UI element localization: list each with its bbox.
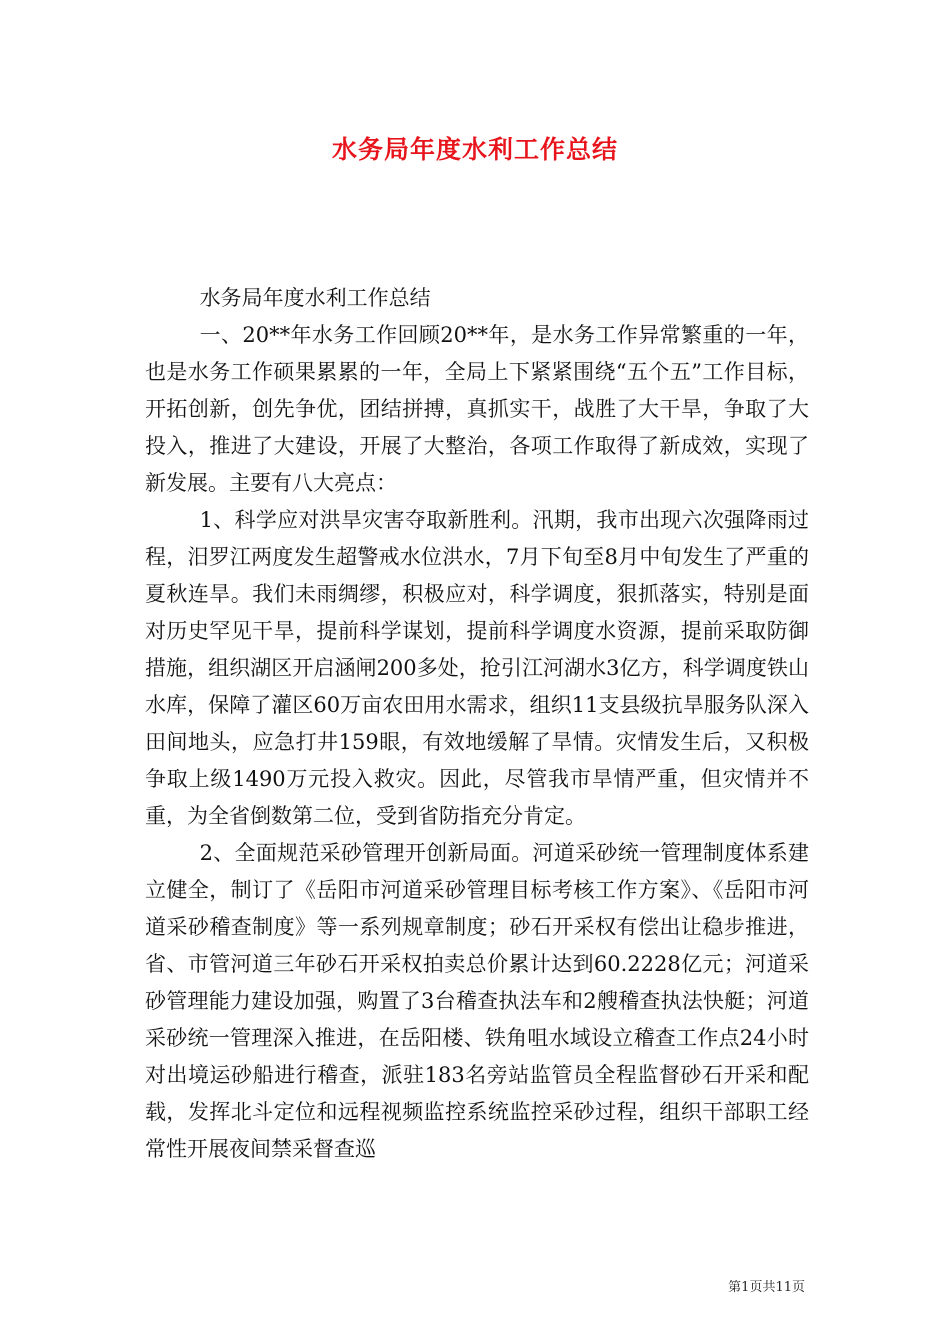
paragraph-flood-drought: 1、科学应对洪旱灾害夺取新胜利。汛期，我市出现六次强降雨过程，汨罗江两度发生超警戒水位洪水，7月下旬至8月中旬发生了严重的夏秋连旱。我们未雨绸缪，积极应对，科学调度，狠抓落实，特别是面对历史罕见干旱，提前科学谋划，提前科学调度水资源，提前采取防御措施，组织湖区开启涵闸200多处，抢引江河湖水3亿方，科学调度铁山水库，保障了灌区60万亩农田用水需求，组织11支县级抗旱服务队深入田间地头，应急打井159眼，有效地缓解了旱情。灾情发生后，又积极争取上级1490万元投入救灾。因此，尽管我市旱情严重，但灾情并不重，为全省倒数第二位，受到省防指充分肯定。 [145,508,809,828]
paragraph-heading: 水务局年度水利工作总结 [199,286,431,310]
page-number: 第1页共11页 [728,1280,805,1295]
paragraph-review: 一、20**年水务工作回顾20**年，是水务工作异常繁重的一年，也是水务工作硕果累累的一年，全局上下紧紧围绕“五个五”工作目标，开拓创新，创先争优，团结拼搏，真抓实干，战胜了大干旱，争取了大投入，推进了大建设，开展了大整治，各项工作取得了新成效，实现了新发展。主要有八大亮点： [145,323,809,495]
document-body [145,280,809,1168]
paragraph-sand-mining: 2、全面规范采砂管理开创新局面。河道采砂统一管理制度体系建立健全，制订了《岳阳市河道采砂管理目标考核工作方案》、《岳阳市河道采砂稽查制度》等一系列规章制度；砂石开采权有偿出让稳步推进，省、市管河道三年砂石开采权拍卖总价累计达到60.2228亿元；河道采砂管理能力建设加强，购置了3台稽查执法车和2艘稽查执法快艇；河道采砂统一管理深入推进，在岳阳楼、铁角咀水域设立稽查工作点24小时对出境运砂船进行稽查，派驻183名旁站监管员全程监督砂石开采和配载，发挥北斗定位和远程视频监控系统监控采砂过程，组织干部职工经常性开展夜间禁采督查巡 [145,841,809,1161]
document-title: 水务局年度水利工作总结 [331,135,618,164]
